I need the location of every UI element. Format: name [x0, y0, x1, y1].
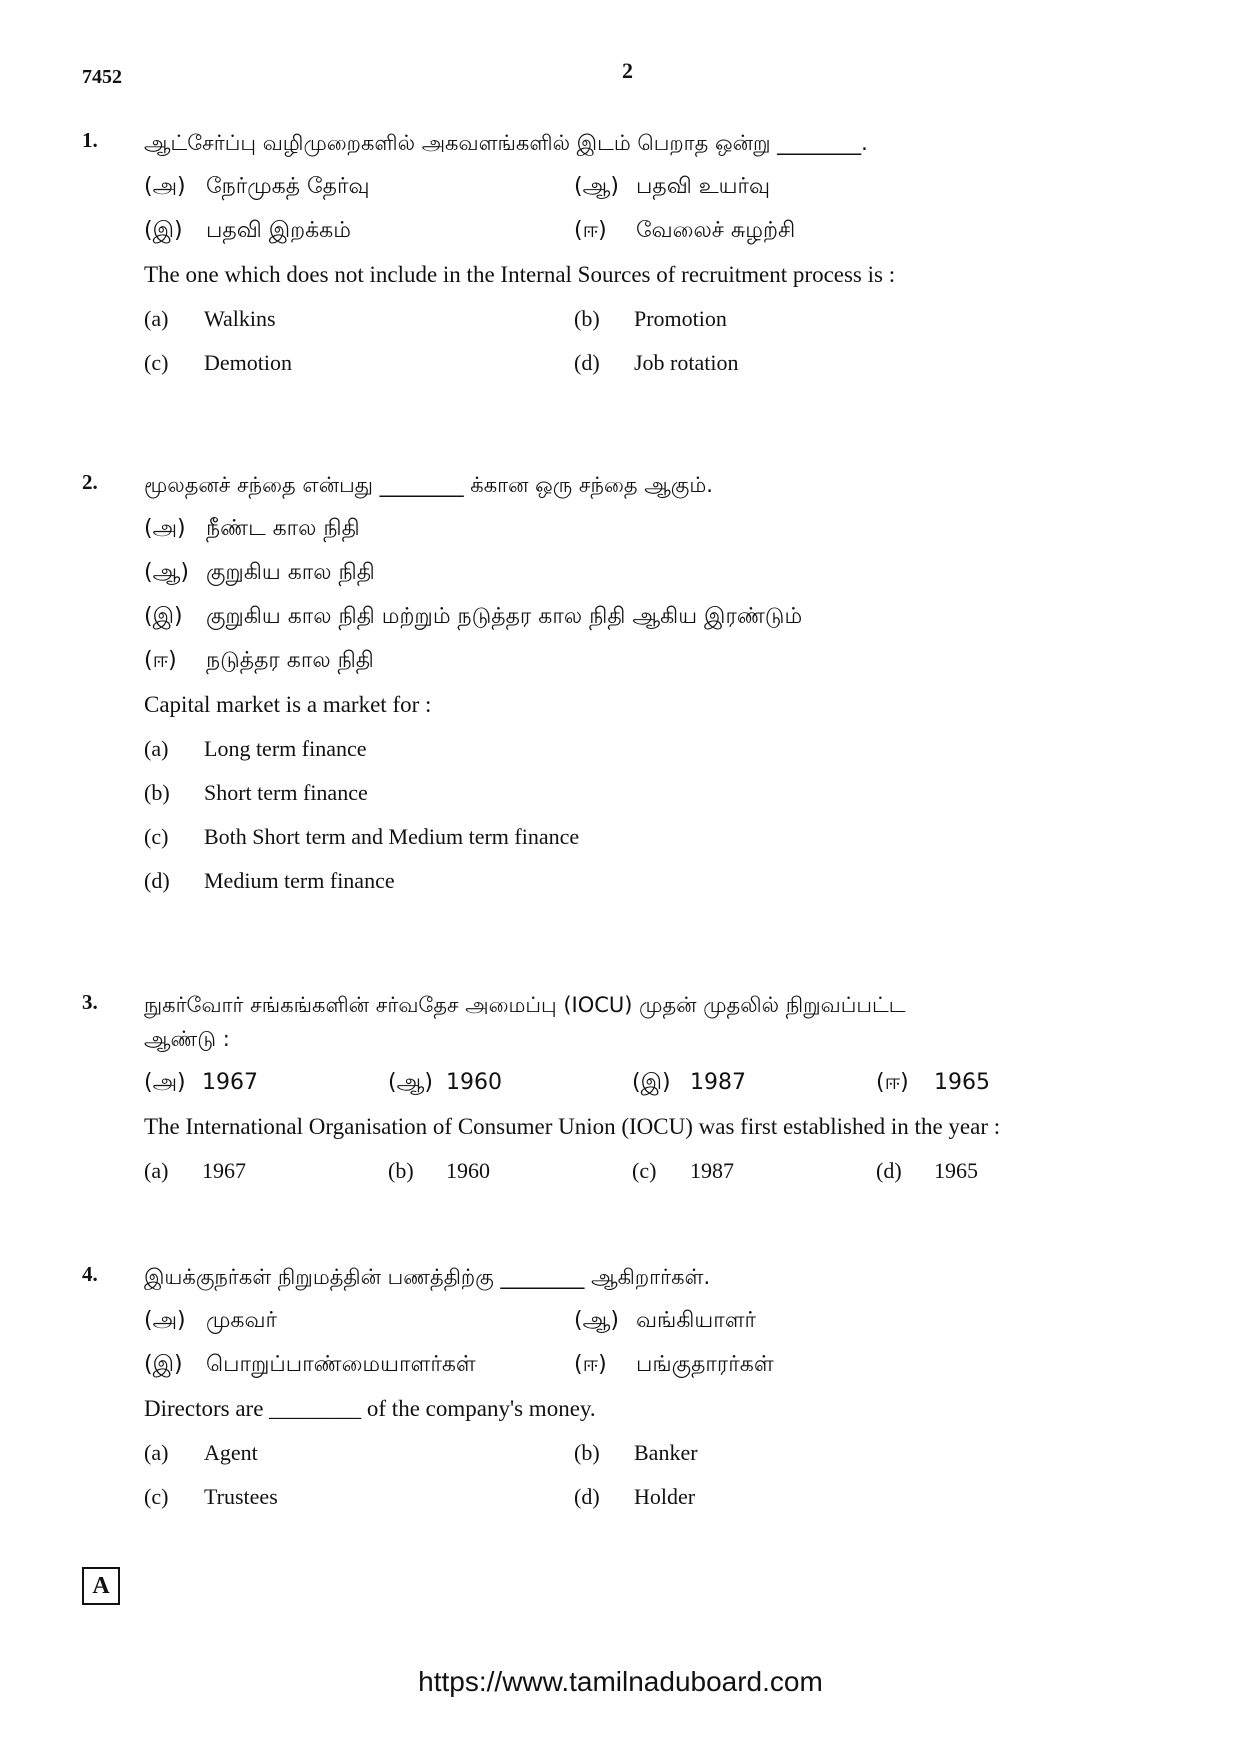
english-stem: The International Organisation of Consumer Union (IOCU) was first established in the year :: [144, 1114, 1001, 1139]
option: (c) Trustees: [144, 1484, 278, 1509]
paper-code: 7452: [82, 66, 122, 88]
option: (d) Holder: [574, 1484, 696, 1509]
tamil-stem-line-2: ஆண்டு :: [144, 1027, 230, 1051]
english-options: [144, 734, 1142, 896]
tamil-stem: ஆட்சேர்ப்பு வழிமுறைகளில் அகவளங்களில் இடம் பெறாத ஒன்று ________.: [144, 131, 868, 155]
option: (a) Walkins: [144, 306, 276, 331]
question-number: 4.: [82, 1262, 98, 1286]
question-number: 2.: [82, 470, 98, 494]
english-stem: The one which does not include in the Internal Sources of recruitment process is :: [144, 262, 896, 287]
option: (அ) நீண்ட கால நிதி: [144, 516, 360, 541]
english-options: [144, 304, 1142, 378]
english-stem: Capital market is a market for :: [144, 692, 432, 717]
option: (c) Demotion: [144, 350, 292, 375]
question-number: 1.: [82, 128, 98, 152]
page-number: 2: [622, 58, 633, 83]
tamil-stem-line-1: நுகர்வோர் சங்கங்களின் சர்வதேச அமைப்பு (IOCU) முதன் முதலில் நிறுவப்பட்ட: [144, 993, 906, 1017]
option: (ஈ) வேலைச் சுழற்சி: [574, 218, 796, 243]
answer-booklet-letter-box: A: [82, 1567, 120, 1605]
option: (ஆ) 1960: [388, 1070, 502, 1095]
tamil-options: [144, 172, 1142, 246]
english-options: [144, 1438, 1142, 1512]
option: (ஆ) வங்கியாளர்: [574, 1308, 757, 1333]
source-url: https://www.tamilnaduboard.com: [418, 1666, 823, 1697]
question-2: [82, 470, 1142, 910]
option: (a) 1967: [144, 1158, 246, 1183]
option: (ஆ) பதவி உயர்வு: [574, 174, 771, 199]
option: (b) Short term finance: [144, 780, 368, 805]
option: (ஈ) நடுத்தர கால நிதி: [144, 648, 374, 673]
option: (b) Banker: [574, 1440, 698, 1465]
question-4: [82, 1262, 1142, 1526]
english-options: [144, 1156, 1142, 1186]
tamil-options: [144, 1306, 1142, 1380]
option: (a) Long term finance: [144, 736, 367, 761]
option: (அ) நேர்முகத் தேர்வு: [144, 174, 370, 199]
tamil-stem: மூலதனச் சந்தை என்பது ________ க்கான ஒரு சந்தை ஆகும்.: [144, 473, 713, 497]
english-stem: Directors are ________ of the company's money.: [144, 1396, 596, 1421]
option: (d) Medium term finance: [144, 868, 395, 893]
option: (c) 1987: [632, 1158, 734, 1183]
option: (c) Both Short term and Medium term finance: [144, 824, 580, 849]
tamil-options: [144, 514, 1142, 676]
option: (இ) குறுகிய கால நிதி மற்றும் நடுத்தர கால நிதி ஆகிய இரண்டும்: [144, 604, 803, 629]
option: (a) Agent: [144, 1440, 258, 1465]
option: (d) 1965: [876, 1158, 978, 1183]
option: (இ) பதவி இறக்கம்: [144, 218, 351, 243]
option: (ஈ) 1965: [876, 1070, 990, 1095]
tamil-stem: இயக்குநர்கள் நிறுமத்தின் பணத்திற்கு ________ ஆகிறார்கள்.: [144, 1265, 711, 1289]
option: (b) Promotion: [574, 306, 727, 331]
question-1: [82, 128, 1142, 392]
option: (இ) 1987: [632, 1070, 746, 1095]
option: (ஈ) பங்குதாரர்கள்: [574, 1352, 774, 1377]
option: (இ) பொறுப்பாண்மையாளர்கள்: [144, 1352, 476, 1377]
question-number: 3.: [82, 990, 98, 1014]
option: (ஆ) குறுகிய கால நிதி: [144, 560, 375, 585]
tamil-options: [144, 1068, 1142, 1098]
option: (d) Job rotation: [574, 350, 739, 375]
option: (அ) 1967: [144, 1070, 258, 1095]
option: (b) 1960: [388, 1158, 490, 1183]
option: (அ) முகவர்: [144, 1308, 278, 1333]
question-3: [82, 990, 1142, 1200]
